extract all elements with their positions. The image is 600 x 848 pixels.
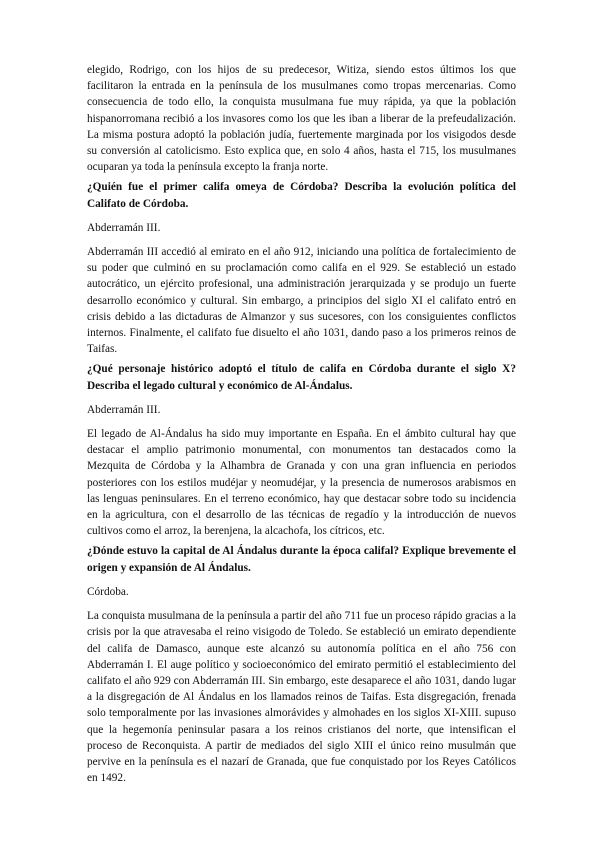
intro-paragraph: elegido, Rodrigo, con los hijos de su predecesor, Witiza, siendo estos últimos los que facilitaron la entrada en la península de los musulmanes como tropas mercenarias. Como consecuencia de todo ello, la conquista musulmana fue muy rápida, ya que la población hispanorromana recibió a los invasores como los que les iban a liberar de la prefeudalización. La misma postura adoptó la población judía, fuertemente marginada por los visigodos desde su conversión al catolicismo. Esto explica que, en solo 4 años, hasta el 715, los musulmanes ocuparan ya toda la península excepto la franja norte. [87,64,516,174]
question-heading: ¿Qué personaje histórico adoptó el título de califa en Córdoba durante el siglo X? Describa el legado cultural y económico de Al-Ándalus. [87,363,516,392]
short-answer: Abderramán III. [87,403,161,416]
section-capital [87,543,516,786]
question-heading: ¿Dónde estuvo la capital de Al Ándalus durante la época califal? Explique brevemente el origen y expansión de Al Ándalus. [87,545,516,574]
short-answer: Abderramán III. [87,221,161,234]
answer-paragraph: La conquista musulmana de la península a partir del año 711 fue un proceso rápido gracias a la crisis por la que atravesaba el reino visigodo de Toledo. Se estableció un emirato dependiente del califa de Damasco, aunque este alcanzó su autonomía política en el año 756 con Abderramán I. El auge político y socioeconómico del emirato permitió el establecimiento del califato el año 929 con Abderramán III. Sin embargo, este desaparece el año 1031, dando lugar a la disgregación de Al Ándalus en los llamados reinos de Taifas. Esta disgregación, frenada solo temporalmente por las invasiones almorávides y almohades en los siglos XI-XIII. supuso que la hegemonía peninsular pasara a los reinos cristianos del norte, que intensifican el proceso de Reconquista. A partir de mediados del siglo XIII el único reino musulmán que pervive en la península es el nazarí de Granada, que fue conquistado por los Reyes Católicos en 1492. [87,610,516,785]
answer-paragraph: Abderramán III accedió al emirato en el año 912, iniciando una política de fortalecimiento de su poder que culminó en su proclamación como califa en el 929. Se estableció un estado autocrático, un ejército profesional, una administración jerarquizada y se produjo un fuerte desarrollo económico y cultural. Sin embargo, a principios del siglo XI el califato entró en crisis debido a las dictaduras de Almanzor y sus sucesores, con los consiguientes conflictos internos. Finalmente, el califato fue disuelto el año 1031, dando paso a los primeros reinos de Taifas. [87,246,516,356]
document-page [87,62,516,786]
section-first-caliph [87,179,516,357]
answer-paragraph: El legado de Al-Ándalus ha sido muy importante en España. En el ámbito cultural hay que destacar el amplio patrimonio monumental, con monumentos tan destacados como la Mezquita de Córdoba y la Alhambra de Granada y con una gran influencia en periodos posteriores con los estilos mudéjar y neomudéjar, y la presencia de numerosos arabismos en las lenguas peninsulares. En el terreno económico, hay que destacar sobre todo su incidencia en la agricultura, con el desarrollo de las técnicas de regadío y la introducción de nuevos cultivos como el arroz, la berenjena, la alcachofa, los cítricos, etc. [87,428,516,538]
question-heading: ¿Quién fue el primer califa omeya de Córdoba? Describa la evolución política del Califato de Córdoba. [87,181,516,210]
short-answer: Córdoba. [87,585,129,598]
section-legacy [87,361,516,539]
